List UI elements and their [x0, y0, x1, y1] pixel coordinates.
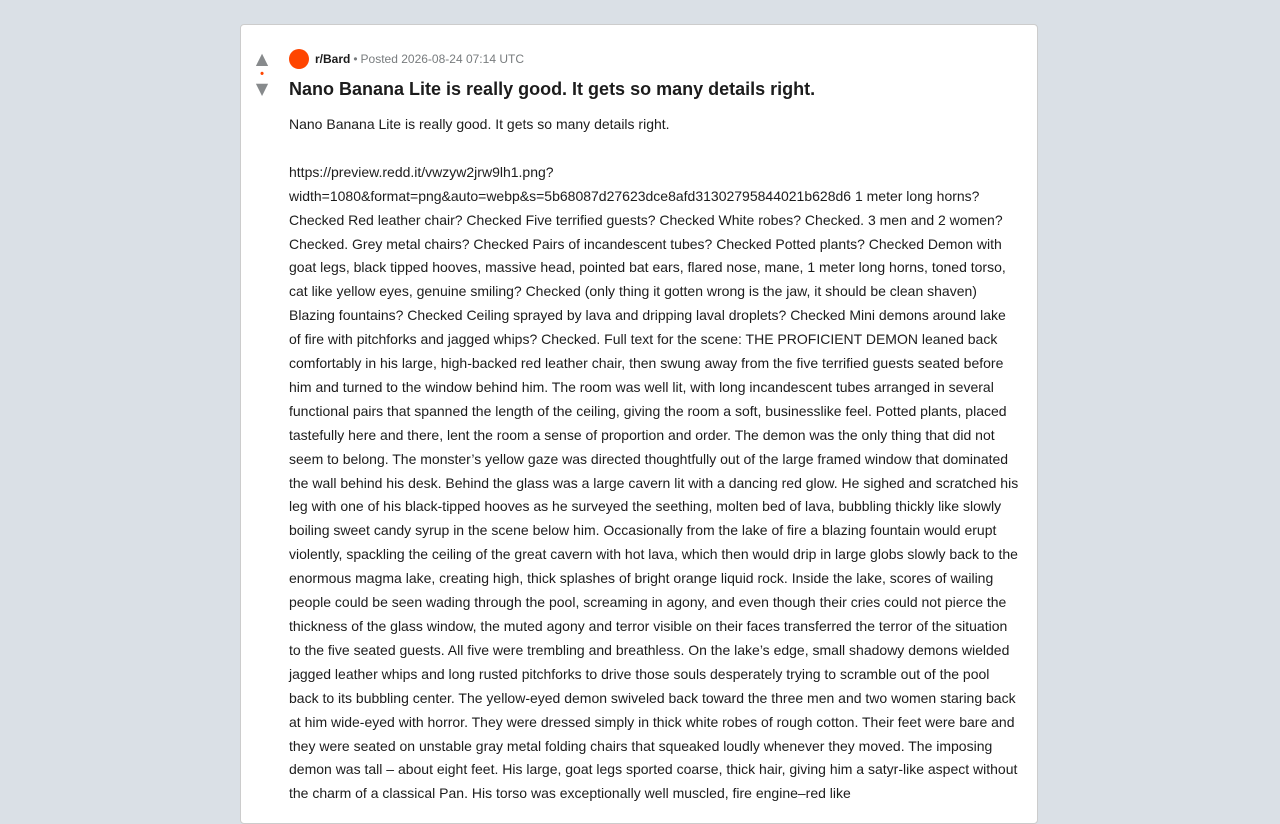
post-timestamp: Posted 2026-08-24 07:14 UTC — [360, 52, 524, 66]
post-body-main: https://preview.redd.it/vwzyw2jrw9lh1.png?width=1080&format=png&auto=webp&s=5b68087d27623dce8afd31302795844021b628d6 1 meter long horns? Checked Red leather chair? Checked Five terrified guests? Checked White robes? Checked. 3 men and 2 women? Checked. Grey metal chairs? Checked Pairs of incandescent tubes? Checked Potted plants? Checked Demon with goat legs, black tipped hooves, massive head, pointed bat ears, flared nose, mane, 1 meter long horns, toned torso, cat like yellow eyes, genuine smiling? Checked (only thing it gotten wrong is the jaw, it should be clean shaven) Blazing fountains? Checked Ceiling sprayed by lava and dripping laval droplets? Checked Mini demons around lake of fire with pitchforks and jagged whips? Checked. Full text for the scene: THE PROFICIENT DEMON leaned back comfortably in his large, high-backed red leather chair, then swung away from the five terrified guests seated before him and turned to the window behind him. The room was well lit, with long incandescent tubes arranged in several functional pairs that spanned the length of the ceiling, giving the room a soft, businesslike feel. Potted plants, placed tastefully here and there, lent the room a sense of proportion and order. The demon was the only thing that did not seem to belong. The monster’s yellow gaze was directed thoughtfully out of the large framed window that dominated the wall behind his desk. Behind the glass was a large cavern lit with a dancing red glow. He sighed and scratched his leg with one of his black-tipped hooves as he surveyed the seething, molten bed of lava, bubbling thickly like slowly boiling sweet candy syrup in the scene below him. Occasionally from the lake of fire a blazing fountain would erupt violently, spackling the ceiling of the great cavern with hot lava, which then would drip in large globs slowly back to the enormous magma lake, creating high, thick splashes of bright orange liquid rock. Inside the lake, scores of wailing people could be seen wading through the pool, screaming in agony, and even though their cries could not pierce the thickness of the glass window, the muted agony and terror visible on their faces transferred the terror of the situation to the five seated guests. All five were trembling and breathless. On the lake’s edge, small shadowy demons wielded jagged leather whips and long rusted pitchforks to drive those souls desperately trying to scramble out of the pool back to its bubbling center. The yellow-eyed demon swiveled back toward the three men and two women staring back at him wide-eyed with horror. They were dressed simply in thick white robes of rough cotton. Their feet were bare and they were seated on unstable gray metal folding chairs that squeaked loudly whenever they moved. The imposing demon was tall – about eight feet. His large, goat legs sported coarse, thick hair, giving him a satyr-like aspect without the charm of a classical Pan. His torso was exceptionally well muscled, fire engine–red like — [289, 163, 1019, 802]
post-content — [289, 48, 1019, 806]
subreddit-avatar[interactable] — [289, 49, 309, 69]
subreddit-link[interactable]: r/Bard — [315, 52, 351, 66]
post-title[interactable]: Nano Banana Lite is really good. It gets so many details right. — [289, 79, 816, 99]
post-body-intro: Nano Banana Lite is really good. It gets so many details right. — [289, 116, 670, 132]
meta-separator: • — [353, 52, 358, 66]
vote-score: • — [260, 68, 264, 80]
post-card — [240, 24, 1038, 824]
post-body — [289, 113, 1019, 806]
vote-column — [241, 25, 283, 98]
downvote-arrow-icon[interactable]: ▼ — [252, 80, 272, 98]
post-meta — [289, 48, 1019, 70]
upvote-arrow-icon[interactable]: ▲ — [252, 50, 272, 68]
paragraph-gap — [289, 137, 1019, 161]
